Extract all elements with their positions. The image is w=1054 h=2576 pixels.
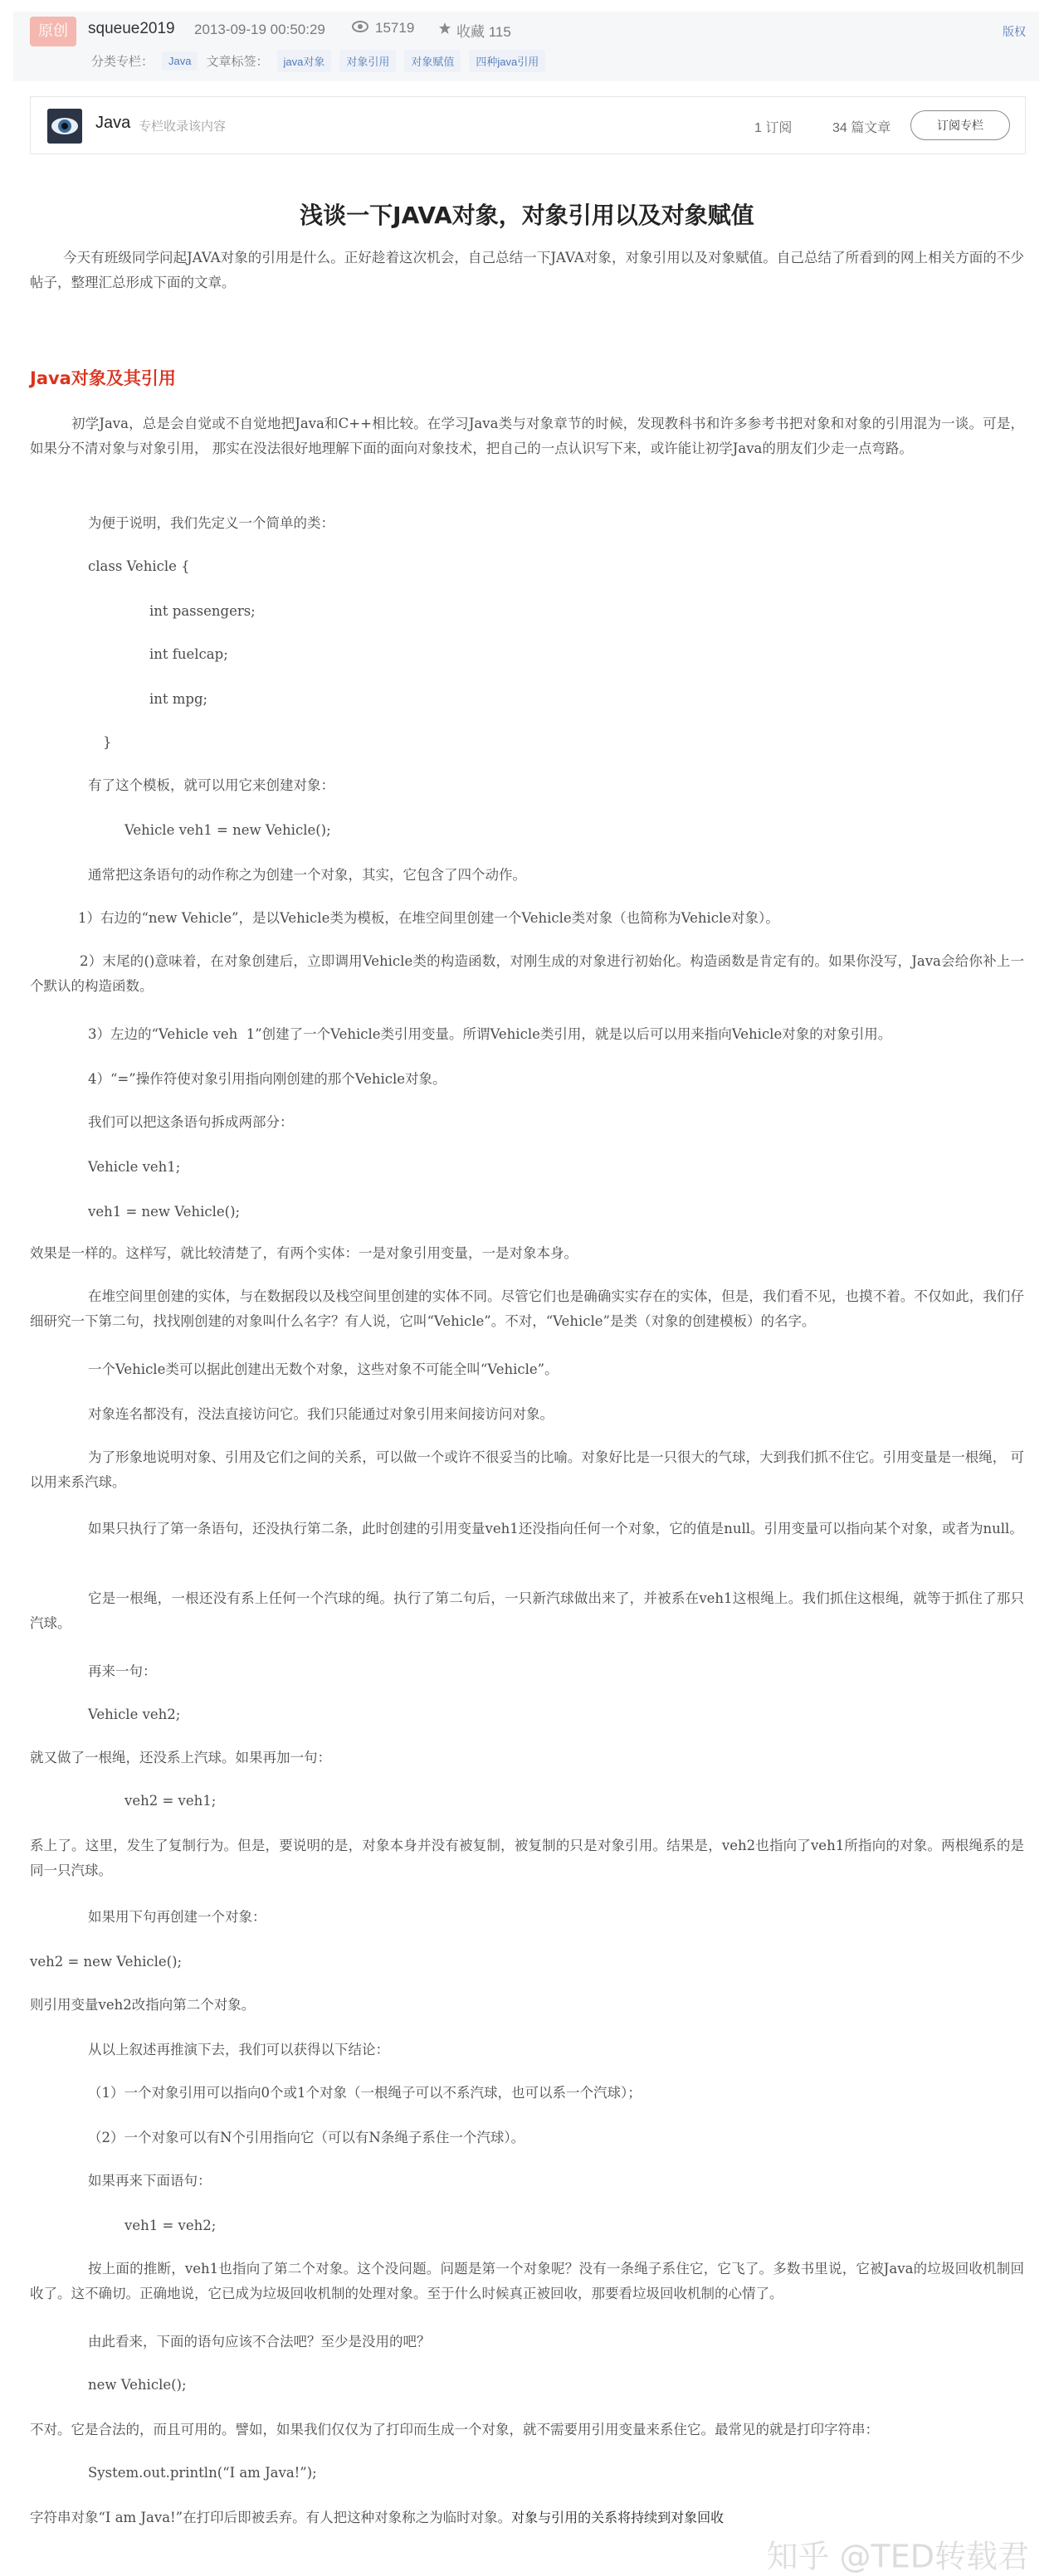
code-line: class Vehicle { [88, 558, 190, 574]
paragraph: 3）左边的“Vehicle veh 1”创建了一个Vehicle类引用变量。所谓Vehicle类引用，就是以后可以用来指向Vehicle对象的对象引用。 [88, 1026, 892, 1042]
column-avatar[interactable] [47, 109, 82, 144]
code-line: veh2 = veh1; [124, 1793, 217, 1809]
code-line: new Vehicle(); [88, 2377, 187, 2393]
category-row [91, 50, 545, 72]
copyright-link[interactable]: 版权 [1003, 25, 1026, 38]
paragraph: （1）一个对象引用可以指向0个或1个对象（一根绳子可以不系汽球，也可以系一个汽球）； [88, 2085, 642, 2101]
original-badge: 原创 [30, 17, 76, 46]
star-icon [438, 22, 451, 39]
paragraph: 在堆空间里创建的实体，与在数据段以及栈空间里创建的实体不同。尽管它们也是确确实实存在的实体，但是，我们看不见，也摸不着。不仅如此，我们仔细研究一下第二句，找找刚创建的对象叫什么名字？有人说，它叫“Vehicle”。不对，“Vehicle”是类（对象的创建模板）的名字。 [30, 1288, 1024, 1329]
paragraph: 再来一句： [88, 1663, 157, 1679]
article-tag[interactable]: 对象赋值 [404, 50, 461, 72]
paragraph: 则引用变量veh2改指向第二个对象。 [30, 1997, 256, 2013]
subscribe-column-button[interactable]: 订阅专栏 [910, 110, 1010, 140]
view-count [352, 20, 414, 37]
paragraph: 如果只执行了第一条语句，还没执行第二条，此时创建的引用变量veh1还没指向任何一个对象，它的值是null。引用变量可以指向某个对象，或者为null。 [88, 1521, 1023, 1536]
article-tag[interactable]: 对象引用 [339, 50, 396, 72]
paragraph: 由此看来，下面的语句应该不合法吧？至少是没用的吧？ [88, 2334, 431, 2350]
code-line: Vehicle veh1 = new Vehicle(); [124, 822, 331, 838]
paragraph: 效果是一样的。这样写，就比较清楚了，有两个实体：一是对象引用变量，一是对象本身。 [30, 1245, 578, 1261]
favorite-count: 收藏 115 [456, 24, 511, 40]
category-tag[interactable]: Java [162, 51, 198, 71]
paragraph: 初学Java，总是会自觉或不自觉地把Java和C++相比较。在学习Java类与对象章节的时候，发现教科书和许多参考书把对象和对象的引用混为一谈。可是，如果分不清对象与对象引用， 那实在没法很好地理解下面的面向对象技术，把自己的一点认识写下来，或许能让初学Java的朋友们少走一点弯路。 [30, 416, 1024, 456]
tags-label: 文章标签： [206, 55, 269, 69]
paragraph: （2）一个对象可以有N个引用指向它（可以有N条绳子系住一个汽球）。 [88, 2130, 525, 2145]
view-count-value: 15719 [375, 20, 415, 36]
code-line: veh1 = veh2; [124, 2218, 217, 2233]
paragraph: 如果再来下面语句： [88, 2173, 212, 2189]
code-line: } [103, 734, 112, 750]
column-name[interactable]: Java [95, 114, 131, 132]
publish-date: 2013-09-19 00:50:29 [194, 22, 325, 37]
paragraph: 从以上叙述再推演下去，我们可以获得以下结论： [88, 2042, 389, 2057]
code-line: veh1 = new Vehicle(); [88, 1204, 241, 1220]
paragraph-text: 字符串对象“I am Java!”在打印后即被丢弃。有人把这种对象称之为临时对象。 [30, 2510, 512, 2525]
paragraph: 对象连名都没有，没法直接访问它。我们只能通过对象引用来间接访问对象。 [88, 1406, 554, 1422]
paragraph: 为便于说明，我们先定义一个简单的类： [88, 515, 334, 531]
column-card [30, 96, 1026, 154]
intro-paragraph: 今天有班级同学问起JAVA对象的引用是什么。正好趁着这次机会，自己总结一下JAVA对象，对象引用以及对象赋值。自己总结了所看到的网上相关方面的不少帖子，整理汇总形成下面的文章。 [30, 250, 1024, 290]
code-line: System.out.println(“I am Java!”); [88, 2465, 317, 2481]
paragraph: 通常把这条语句的动作称之为创建一个对象，其实，它包含了四个动作。 [88, 867, 526, 883]
paragraph: 1）右边的“new Vehicle”，是以Vehicle类为模板，在堆空间里创建一个Vehicle类对象（也简称为Vehicle对象）。 [78, 910, 779, 926]
category-label: 分类专栏： [91, 55, 154, 69]
eye-icon [352, 20, 368, 37]
paragraph: 有了这个模板，就可以用它来创建对象： [88, 777, 334, 793]
paragraph [30, 2505, 724, 2530]
paragraph: 系上了。这里，发生了复制行为。但是，要说明的是，对象本身并没有被复制，被复制的只是对象引用。结果是，veh2也指向了veh1所指向的对象。两根绳系的是同一只汽球。 [30, 1838, 1024, 1878]
article-tag[interactable]: 四种java引用 [469, 50, 545, 72]
code-line: veh2 = new Vehicle(); [30, 1954, 183, 1970]
code-line: int mpg; [149, 691, 208, 707]
section-heading: Java对象及其引用 [30, 368, 176, 388]
column-desc: 专栏收录该内容 [139, 119, 227, 134]
paragraph: 一个Vehicle类可以据此创建出无数个对象，这些对象不可能全叫“Vehicle”。 [88, 1361, 559, 1377]
code-line: int fuelcap; [149, 646, 228, 662]
code-line: Vehicle veh2; [88, 1707, 181, 1722]
column-subscribers: 1 订阅 [754, 121, 793, 135]
author-link[interactable]: squeue2019 [88, 20, 175, 37]
paragraph: 如果用下句再创建一个对象： [88, 1909, 266, 1925]
paragraph: 就又做了一根绳，还没系上汽球。如果再加一句： [30, 1750, 331, 1765]
paragraph-continuation: 对象与引用的关系将持续到对象回收 [511, 2510, 725, 2525]
article-title: 浅谈一下JAVA对象，对象引用以及对象赋值 [300, 202, 754, 229]
paragraph: 为了形象地说明对象、引用及它们之间的关系，可以做一个或许不很妥当的比喻。对象好比是一只很大的气球，大到我们抓不住它。引用变量是一根绳， 可以用来系汽球。 [30, 1449, 1024, 1490]
paragraph: 2）末尾的()意味着，在对象创建后，立即调用Vehicle类的构造函数，对刚生成的对象进行初始化。构造函数是肯定有的。如果你没写，Java会给你补上一个默认的构造函数。 [30, 953, 1024, 994]
favorite-button[interactable] [438, 20, 511, 41]
paragraph: 按上面的推断，veh1也指向了第二个对象。这个没问题。问题是第一个对象呢？没有一条绳子系住它，它飞了。多数书里说，它被Java的垃圾回收机制回收了。这不确切。正确地说，它已成为垃圾回收机制的处理对象。至于什么时候真正被回收，那要看垃圾回收机制的心情了。 [30, 2261, 1024, 2301]
zhihu-watermark: 知乎 @TED转载君 [766, 2538, 1029, 2575]
article-tag[interactable]: java对象 [277, 50, 332, 72]
paragraph: 它是一根绳，一根还没有系上任何一个汽球的绳。执行了第二句后，一只新汽球做出来了，并被系在veh1这根绳上。我们抓住这根绳，就等于抓住了那只汽球。 [30, 1590, 1024, 1631]
paragraph: 我们可以把这条语句拆成两部分： [88, 1114, 294, 1130]
paragraph: 4）“=”操作符使对象引用指向刚创建的那个Vehicle对象。 [88, 1071, 446, 1087]
article-meta-bar [13, 12, 1039, 81]
code-line: int passengers; [149, 603, 256, 619]
paragraph: 不对。它是合法的，而且可用的。譬如，如果我们仅仅为了打印而生成一个对象，就不需要用引用变量来系住它。最常见的就是打印字符串： [30, 2422, 879, 2437]
column-articles: 34 篇文章 [832, 121, 891, 135]
code-line: Vehicle veh1; [88, 1159, 181, 1175]
